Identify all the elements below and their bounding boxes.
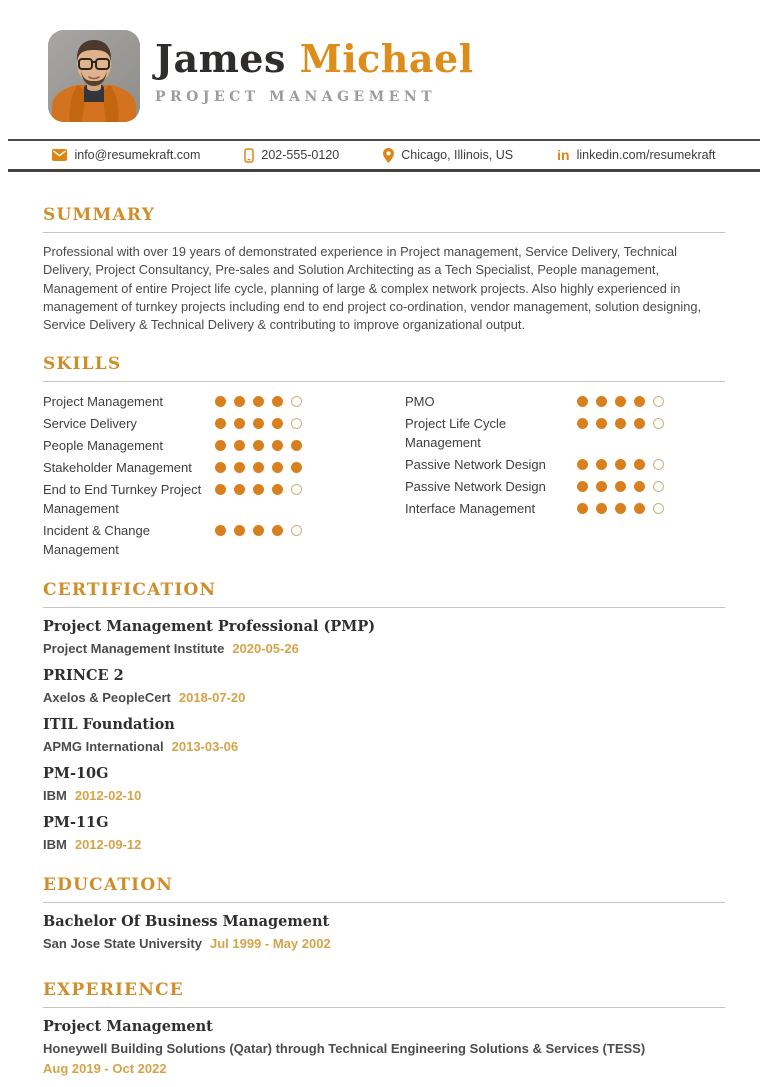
- rating-dot-filled: [215, 525, 226, 536]
- name-block: [155, 36, 474, 105]
- skill-name: Service Delivery: [43, 416, 137, 432]
- rating-dot-filled: [596, 418, 607, 429]
- profile-photo: [48, 30, 140, 122]
- skill-name: Stakeholder Management: [43, 460, 192, 476]
- skill-row: [43, 414, 363, 433]
- rating-dot-filled: [234, 440, 245, 451]
- contact-location-text: Chicago, Illinois, US: [401, 148, 514, 162]
- skills-heading: SKILLS: [43, 354, 725, 382]
- rating-dot-empty: [653, 418, 664, 429]
- skill-name: Incident & Change Management: [43, 523, 150, 558]
- rating-dot-filled: [272, 418, 283, 429]
- certification-subline: [43, 836, 725, 853]
- rating-dot-filled: [234, 418, 245, 429]
- rating-dot-filled: [577, 396, 588, 407]
- rating-dot-filled: [634, 503, 645, 514]
- skill-row: [405, 455, 725, 474]
- certification-date: 2020-05-26: [232, 641, 299, 657]
- education-school: San Jose State University: [43, 936, 202, 952]
- rating-dot-empty: [653, 396, 664, 407]
- rating-dot-filled: [577, 503, 588, 514]
- rating-dot-filled: [272, 440, 283, 451]
- skill-name: End to End Turnkey Project Management: [43, 482, 202, 517]
- skills-grid: [43, 392, 725, 562]
- experience-company: Honeywell Building Solutions (Qatar) through Technical Engineering Solutions & Services (TESS): [43, 1041, 646, 1057]
- rating-dot-filled: [272, 525, 283, 536]
- rating-dot-filled: [577, 418, 588, 429]
- skill-row: [43, 480, 363, 518]
- skill-name: People Management: [43, 438, 163, 454]
- certification-heading: CERTIFICATION: [43, 580, 725, 608]
- certification-subline: [43, 738, 725, 755]
- skill-rating: [577, 414, 664, 429]
- rating-dot-filled: [596, 459, 607, 470]
- skill-row: [43, 436, 363, 455]
- rating-dot-empty: [291, 418, 302, 429]
- skill-rating: [215, 480, 302, 495]
- rating-dot-filled: [234, 396, 245, 407]
- rating-dot-filled: [215, 418, 226, 429]
- rating-dot-filled: [253, 440, 264, 451]
- certification-issuer: IBM: [43, 788, 67, 804]
- skill-row: [43, 458, 363, 477]
- rating-dot-filled: [615, 396, 626, 407]
- rating-dot-filled: [234, 525, 245, 536]
- experience-heading: EXPERIENCE: [43, 980, 725, 1008]
- skill-rating: [215, 436, 302, 451]
- rating-dot-filled: [234, 462, 245, 473]
- certification-issuer: APMG International: [43, 739, 164, 755]
- certification-item: [43, 765, 725, 804]
- education-subline: [43, 935, 725, 952]
- certification-subline: [43, 640, 725, 657]
- skills-column-left: [43, 392, 363, 562]
- certification-list: [43, 618, 725, 853]
- skill-rating: [215, 392, 302, 407]
- certification-issuer: Project Management Institute: [43, 641, 225, 657]
- certification-date: 2012-09-12: [74, 837, 142, 853]
- skill-name: PMO: [405, 394, 435, 410]
- first-name: James: [155, 36, 286, 81]
- contact-linkedin-text: linkedin.com/resumekraft: [576, 148, 716, 162]
- rating-dot-filled: [253, 462, 264, 473]
- rating-dot-filled: [615, 503, 626, 514]
- certification-date: 2013-03-06: [171, 739, 239, 755]
- skill-name: Passive Network Design: [405, 457, 546, 473]
- skill-rating: [215, 414, 302, 429]
- skill-name: Passive Network Design: [405, 479, 546, 495]
- education-dates: Jul 1999 - May 2002: [209, 936, 331, 952]
- certification-issuer: IBM: [43, 837, 67, 853]
- rating-dot-filled: [215, 396, 226, 407]
- rating-dot-filled: [577, 459, 588, 470]
- certification-title: PM-11G: [43, 814, 109, 832]
- rating-dot-empty: [291, 484, 302, 495]
- rating-dot-filled: [215, 440, 226, 451]
- education-degree: Bachelor Of Business Management: [43, 913, 330, 931]
- skill-row: [405, 499, 725, 518]
- contact-bar: [0, 141, 768, 169]
- rating-dot-filled: [253, 418, 264, 429]
- skill-rating: [577, 392, 664, 407]
- rating-dot-filled: [634, 418, 645, 429]
- contact-location[interactable]: [383, 148, 513, 163]
- rating-dot-empty: [291, 525, 302, 536]
- rating-dot-filled: [634, 396, 645, 407]
- certification-item: [43, 716, 725, 755]
- rating-dot-filled: [215, 484, 226, 495]
- rating-dot-filled: [615, 418, 626, 429]
- skill-row: [43, 392, 363, 411]
- certification-subline: [43, 787, 725, 804]
- location-pin-icon: [383, 148, 394, 163]
- experience-dates: Aug 2019 - Oct 2022: [43, 1061, 167, 1077]
- certification-item: [43, 814, 725, 853]
- profile-photo-illustration: [48, 30, 140, 122]
- rating-dot-filled: [615, 459, 626, 470]
- role-title: PROJECT MANAGEMENT: [155, 89, 437, 105]
- rating-dot-filled: [634, 459, 645, 470]
- rating-dot-empty: [653, 481, 664, 492]
- certification-subline: [43, 689, 725, 706]
- rating-dot-filled: [577, 481, 588, 492]
- rating-dot-filled: [253, 484, 264, 495]
- rating-dot-filled: [234, 484, 245, 495]
- rating-dot-filled: [291, 440, 302, 451]
- contact-bar-bottom-rule: [8, 169, 760, 172]
- contact-phone-text: 202-555-0120: [261, 148, 340, 162]
- certification-item: [43, 618, 725, 657]
- certification-date: 2018-07-20: [178, 690, 246, 706]
- certification-title: ITIL Foundation: [43, 716, 175, 734]
- certification-date: 2012-02-10: [74, 788, 142, 804]
- rating-dot-filled: [272, 484, 283, 495]
- contact-linkedin[interactable]: [557, 148, 715, 162]
- experience-list: [43, 1018, 725, 1076]
- rating-dot-filled: [596, 503, 607, 514]
- skill-name: Project Management: [43, 394, 163, 410]
- experience-item: [43, 1018, 725, 1076]
- rating-dot-filled: [253, 525, 264, 536]
- summary-heading: SUMMARY: [43, 205, 725, 233]
- rating-dot-filled: [272, 462, 283, 473]
- rating-dot-filled: [634, 481, 645, 492]
- rating-dot-filled: [596, 396, 607, 407]
- last-name: Michael: [299, 36, 474, 81]
- linkedin-icon: in: [557, 147, 570, 163]
- rating-dot-filled: [596, 481, 607, 492]
- certification-title: PRINCE 2: [43, 667, 124, 685]
- education-list: [43, 913, 725, 952]
- rating-dot-empty: [291, 396, 302, 407]
- certification-issuer: Axelos & PeopleCert: [43, 690, 171, 706]
- skills-column-right: [405, 392, 725, 521]
- rating-dot-filled: [253, 396, 264, 407]
- skill-row: [43, 521, 363, 559]
- certification-item: [43, 667, 725, 706]
- certification-title: PM-10G: [43, 765, 109, 783]
- skill-name: Project Life Cycle Management: [405, 416, 507, 451]
- header: [0, 0, 768, 139]
- education-item: [43, 913, 725, 952]
- skill-rating: [577, 477, 664, 492]
- skill-row: [405, 392, 725, 411]
- contact-email[interactable]: [52, 148, 200, 162]
- rating-dot-filled: [291, 462, 302, 473]
- skill-row: [405, 414, 725, 452]
- phone-icon: [244, 148, 254, 163]
- contact-email-text: info@resumekraft.com: [74, 148, 201, 162]
- email-icon: [52, 149, 67, 161]
- rating-dot-empty: [653, 459, 664, 470]
- rating-dot-filled: [272, 396, 283, 407]
- experience-role: Project Management: [43, 1018, 213, 1036]
- rating-dot-filled: [215, 462, 226, 473]
- rating-dot-empty: [653, 503, 664, 514]
- certification-title: Project Management Professional (PMP): [43, 618, 376, 636]
- main-content: [0, 205, 768, 1076]
- skill-row: [405, 477, 725, 496]
- summary-text: Professional with over 19 years of demonstrated experience in Project management, Service Delivery, Technical Delivery, Project Consultancy, Pre-sales and Solution Architecting as a Tech Specialist, People management, Management of entire Project life cycle, planning of large & complex network projects. Also highly experienced in management of turnkey projects including end to end project co-ordination, vendor management, solution designing, Service Delivery & Technical Delivery & contributing to improve organizational output.: [43, 244, 702, 333]
- contact-phone[interactable]: [244, 148, 339, 163]
- skill-rating: [215, 521, 302, 536]
- skill-rating: [577, 455, 664, 470]
- skill-name: Interface Management: [405, 501, 536, 517]
- rating-dot-filled: [615, 481, 626, 492]
- skill-rating: [577, 499, 664, 514]
- education-heading: EDUCATION: [43, 875, 725, 903]
- skill-rating: [215, 458, 302, 473]
- person-name: [155, 36, 474, 81]
